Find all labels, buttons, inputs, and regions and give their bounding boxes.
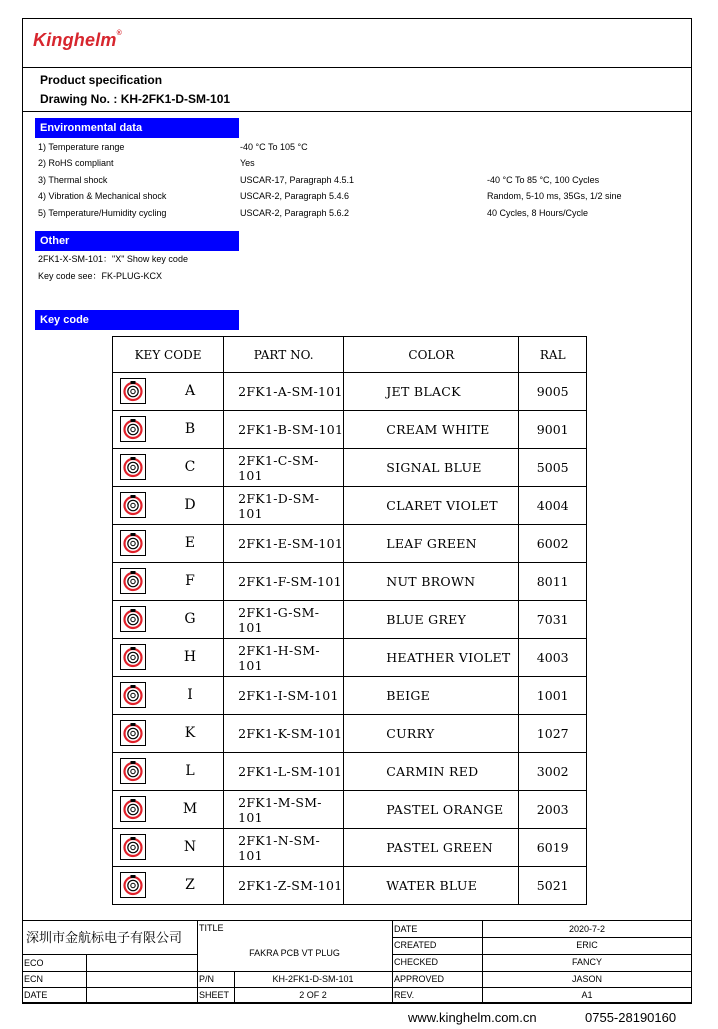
pn-value: KH-2FK1-D-SM-101	[272, 974, 354, 984]
key-letter: G	[184, 611, 196, 627]
title-value: FAKRA PCB VT PLUG	[249, 948, 340, 958]
color-name: BLUE GREY	[344, 601, 519, 639]
approved-value: JASON	[571, 974, 602, 984]
table-row	[113, 715, 587, 753]
plug-key-icon	[120, 682, 146, 708]
checked-label: CHECKED	[394, 957, 439, 967]
other-line: 2FK1-X-SM-101："X" Show key code	[38, 254, 188, 264]
plug-key-icon	[120, 454, 146, 480]
part-number: 2FK1-I-SM-101	[224, 677, 344, 715]
table-header-row	[113, 337, 587, 373]
ecn-label: ECN	[24, 974, 44, 984]
ral-code: 3002	[519, 753, 587, 791]
sheet-label: SHEET	[199, 990, 230, 1000]
key-cell	[113, 753, 224, 791]
ral-code: 4004	[519, 487, 587, 525]
key-letter: Z	[185, 877, 195, 893]
key-letter: M	[182, 801, 198, 817]
env-extra: -40 °C To 85 °C, 100 Cycles	[487, 175, 600, 185]
color-name: CREAM WHITE	[344, 411, 519, 449]
table-row	[113, 487, 587, 525]
plug-key-icon	[120, 720, 146, 746]
env-extra: Random, 5-10 ms, 35Gs, 1/2 sine	[487, 191, 622, 201]
ral-code: 5021	[519, 867, 587, 905]
column-header: RAL	[519, 337, 587, 373]
created-label: CREATED	[394, 940, 437, 950]
divider	[22, 67, 692, 68]
ral-code: 6002	[519, 525, 587, 563]
table-row	[113, 753, 587, 791]
table-row	[113, 411, 587, 449]
env-item: 2) RoHS compliant	[38, 158, 114, 168]
env-extra: 40 Cycles, 8 Hours/Cycle	[487, 208, 589, 218]
table-row	[113, 677, 587, 715]
env-value: USCAR-17, Paragraph 4.5.1	[240, 175, 355, 185]
eco-label: ECO	[24, 958, 44, 968]
date-value: 2020-7-2	[568, 924, 606, 934]
other-heading: Other	[35, 231, 239, 251]
key-letter: H	[183, 649, 197, 665]
part-number: 2FK1-Z-SM-101	[224, 867, 344, 905]
table-row	[113, 601, 587, 639]
ral-code: 9001	[519, 411, 587, 449]
env-value: USCAR-2, Paragraph 5.4.6	[240, 191, 350, 201]
date-left-label: DATE	[24, 990, 48, 1000]
plug-key-icon	[120, 530, 146, 556]
plug-key-icon	[120, 834, 146, 860]
color-name: NUT BROWN	[344, 563, 519, 601]
table-row	[113, 525, 587, 563]
brand-logo: Kinghelm®	[33, 30, 122, 50]
ral-code: 2003	[519, 791, 587, 829]
part-number: 2FK1-D-SM-101	[224, 487, 344, 525]
column-header: COLOR	[344, 337, 519, 373]
key-cell	[113, 449, 224, 487]
key-letter: L	[185, 763, 195, 779]
website-link[interactable]: www.kinghelm.com.cn	[408, 1010, 537, 1025]
product-spec-title: Product specification	[40, 73, 163, 87]
env-item: 4) Vibration & Mechanical shock	[38, 191, 167, 201]
env-item: 5) Temperature/Humidity cycling	[38, 208, 167, 218]
table-row	[113, 791, 587, 829]
color-name: WATER BLUE	[344, 867, 519, 905]
plug-key-icon	[120, 416, 146, 442]
ral-code: 9005	[519, 373, 587, 411]
keycode-heading: Key code	[35, 310, 239, 330]
part-number: 2FK1-B-SM-101	[224, 411, 344, 449]
color-name: LEAF GREEN	[344, 525, 519, 563]
ral-code: 6019	[519, 829, 587, 867]
color-name: CLARET VIOLET	[344, 487, 519, 525]
key-cell	[113, 715, 224, 753]
plug-key-icon	[120, 492, 146, 518]
key-letter: F	[185, 573, 195, 589]
part-number: 2FK1-A-SM-101	[224, 373, 344, 411]
plug-key-icon	[120, 758, 146, 784]
part-number: 2FK1-C-SM-101	[224, 449, 344, 487]
title-block	[22, 920, 692, 1003]
env-value: -40 °C To 105 °C	[240, 142, 308, 152]
key-cell	[113, 525, 224, 563]
title-label: TITLE	[199, 923, 224, 933]
sheet-value: 2 OF 2	[299, 990, 327, 1000]
part-number: 2FK1-H-SM-101	[224, 639, 344, 677]
ral-code: 1027	[519, 715, 587, 753]
key-cell	[113, 411, 224, 449]
keycode-table	[112, 336, 587, 905]
key-letter: I	[187, 687, 193, 703]
plug-key-icon	[120, 568, 146, 594]
color-name: SIGNAL BLUE	[344, 449, 519, 487]
part-number: 2FK1-K-SM-101	[224, 715, 344, 753]
divider	[22, 111, 692, 112]
rev-value: A1	[581, 990, 593, 1000]
plug-key-icon	[120, 606, 146, 632]
env-value: Yes	[240, 158, 255, 168]
approved-label: APPROVED	[394, 974, 445, 984]
part-number: 2FK1-N-SM-101	[224, 829, 344, 867]
column-header: KEY CODE	[113, 337, 224, 373]
key-letter: K	[184, 725, 196, 741]
plug-key-icon	[120, 796, 146, 822]
environmental-heading: Environmental data	[35, 118, 239, 138]
company-name: 深圳市金航标电子有限公司	[26, 930, 183, 945]
drawing-number: Drawing No. : KH-2FK1-D-SM-101	[40, 92, 231, 106]
env-item: 1) Temperature range	[38, 142, 125, 152]
key-letter: E	[184, 535, 196, 551]
plug-key-icon	[120, 378, 146, 404]
color-name: PASTEL GREEN	[344, 829, 519, 867]
column-header: PART NO.	[224, 337, 344, 373]
color-name: BEIGE	[344, 677, 519, 715]
table-row	[113, 867, 587, 905]
part-number: 2FK1-F-SM-101	[224, 563, 344, 601]
env-item: 3) Thermal shock	[38, 175, 108, 185]
key-letter: A	[184, 383, 196, 399]
key-cell	[113, 639, 224, 677]
table-row	[113, 639, 587, 677]
ral-code: 4003	[519, 639, 587, 677]
color-name: CARMIN RED	[344, 753, 519, 791]
part-number: 2FK1-E-SM-101	[224, 525, 344, 563]
ral-code: 1001	[519, 677, 587, 715]
ral-code: 7031	[519, 601, 587, 639]
other-line: Key code see：FK-PLUG-KCX	[38, 271, 163, 281]
rev-label: REV.	[394, 990, 415, 1000]
created-value: ERIC	[576, 940, 598, 950]
part-number: 2FK1-L-SM-101	[224, 753, 344, 791]
table-row	[113, 373, 587, 411]
key-cell	[113, 373, 224, 411]
key-letter: N	[183, 839, 197, 855]
plug-key-icon	[120, 872, 146, 898]
key-cell	[113, 601, 224, 639]
color-name: JET BLACK	[344, 373, 519, 411]
key-cell	[113, 867, 224, 905]
key-cell	[113, 791, 224, 829]
part-number: 2FK1-M-SM-101	[224, 791, 344, 829]
ral-code: 5005	[519, 449, 587, 487]
table-row	[113, 563, 587, 601]
table-row	[113, 829, 587, 867]
key-letter: D	[184, 497, 196, 513]
plug-key-icon	[120, 644, 146, 670]
part-number: 2FK1-G-SM-101	[224, 601, 344, 639]
key-letter: C	[184, 459, 196, 475]
key-cell	[113, 829, 224, 867]
checked-value: FANCY	[571, 957, 602, 967]
pn-label: P/N	[199, 974, 215, 984]
table-row	[113, 449, 587, 487]
phone-number: 0755-28190160	[585, 1010, 677, 1025]
key-cell	[113, 677, 224, 715]
color-name: CURRY	[344, 715, 519, 753]
color-name: PASTEL ORANGE	[344, 791, 519, 829]
ral-code: 8011	[519, 563, 587, 601]
key-cell	[113, 487, 224, 525]
key-letter: B	[184, 421, 196, 437]
color-name: HEATHER VIOLET	[344, 639, 519, 677]
env-value: USCAR-2, Paragraph 5.6.2	[240, 208, 350, 218]
key-cell	[113, 563, 224, 601]
date-label: DATE	[394, 924, 418, 934]
